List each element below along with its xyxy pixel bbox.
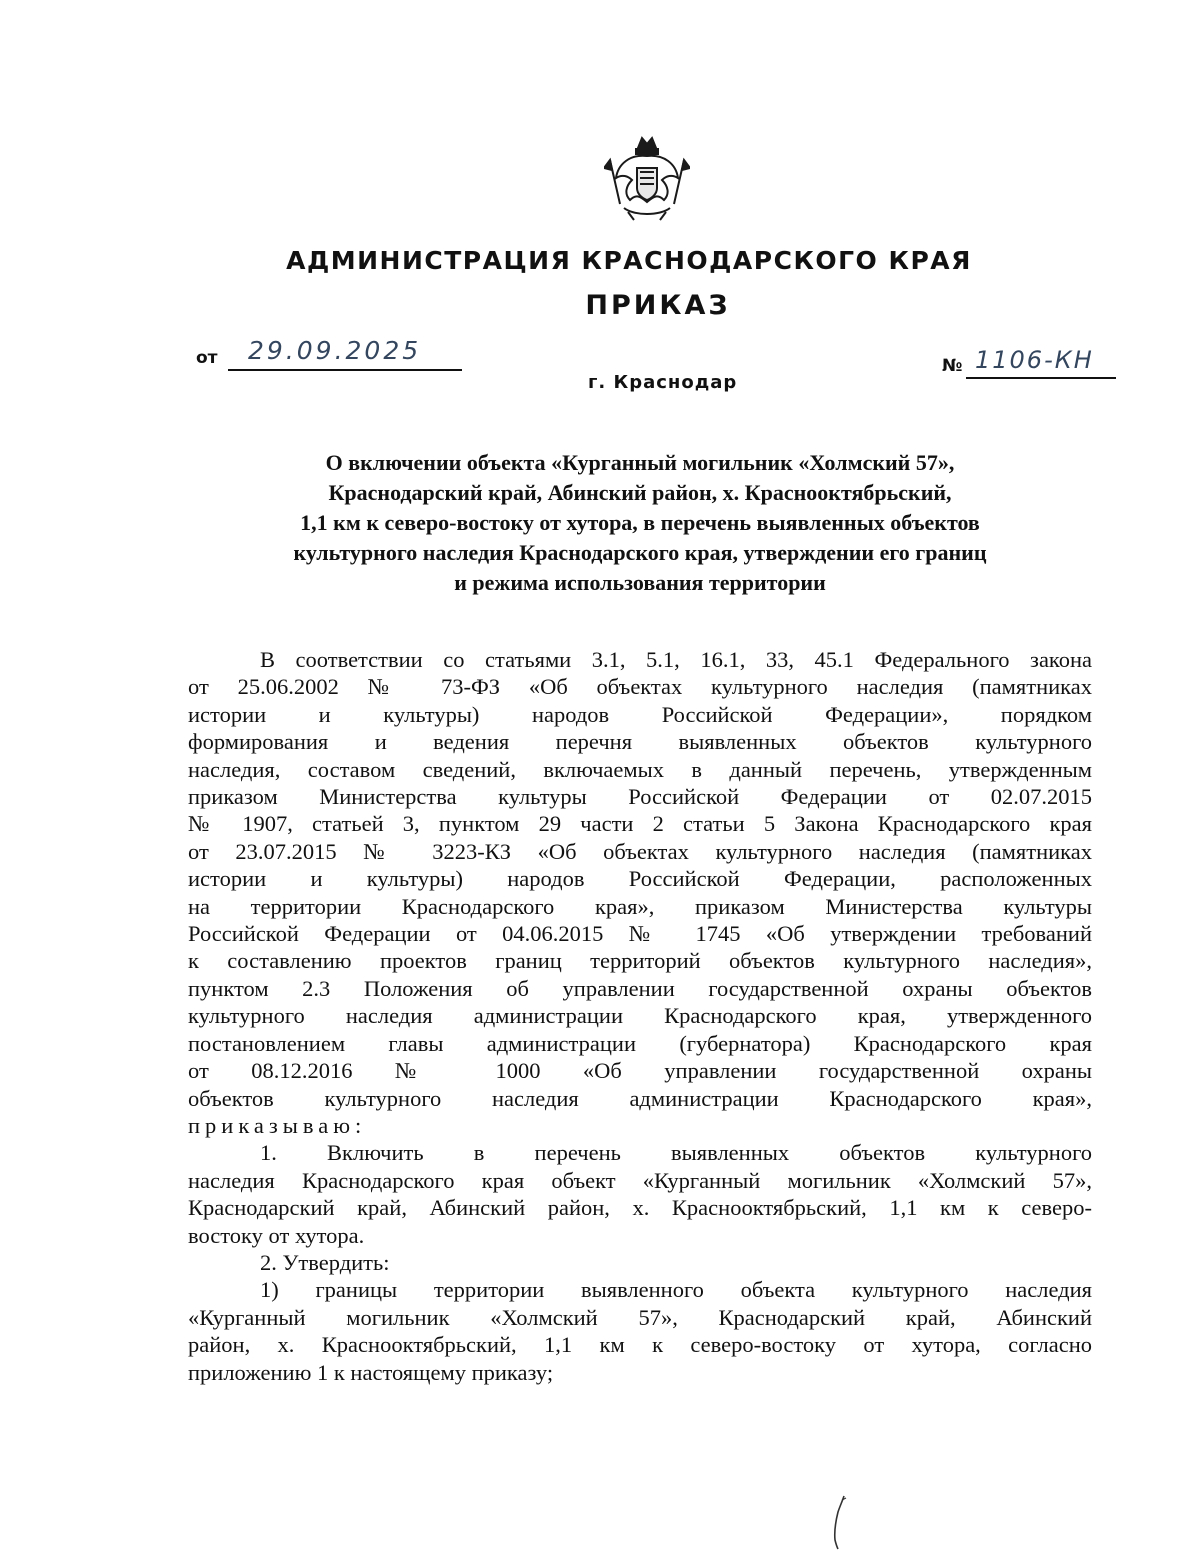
body-line: от 23.07.2015 № 3223-КЗ «Об объектах культурного наследия (памятниках [188, 838, 1092, 864]
body-line: истории и культуры) народов Российской Федерации», порядком [188, 701, 1092, 727]
handwritten-mark-icon [826, 1494, 856, 1550]
body-line: востоку от хутора. [188, 1222, 365, 1248]
body-line: «Курганный могильник «Холмский 57», Краснодарский край, Абинский [188, 1304, 1092, 1330]
body-line: район, х. Краснооктябрьский, 1,1 км к северо-востоку от хутора, согласно [188, 1332, 1092, 1358]
body-line: от 08.12.2016 № 1000 «Об управлении государственной охраны [188, 1058, 1092, 1084]
document-body [188, 646, 1092, 1386]
body-line: на территории Краснодарского края», приказом Министерства культуры [188, 893, 1092, 919]
coat-of-arms-icon [604, 130, 690, 222]
document-type: ПРИКАЗ [585, 290, 731, 321]
body-line: постановлением главы администрации (губернатора) Краснодарского края [188, 1030, 1092, 1056]
document-title [190, 448, 1090, 598]
body-line: 2. Утвердить: [260, 1249, 390, 1275]
body-line: Краснодарский край, Абинский район, х. Краснооктябрьский, 1,1 км к северо- [188, 1195, 1092, 1221]
body-line: пунктом 2.3 Положения об управлении государственной охраны объектов [188, 975, 1092, 1001]
body-line: приказом Министерства культуры Российской Федерации от 02.07.2015 [188, 784, 1092, 810]
body-line: наследия, составом сведений, включаемых в данный перечень, утвержденным [188, 756, 1092, 782]
body-line: культурного наследия администрации Краснодарского края, утвержденного [188, 1003, 1092, 1029]
body-line: 1. Включить в перечень выявленных объектов культурного [260, 1140, 1092, 1166]
handwritten-date: 29.09.2025 [248, 336, 422, 365]
handwritten-number: 1106-КН [975, 346, 1094, 374]
title-line: и режима использования территории [454, 570, 826, 595]
organization-name: АДМИНИСТРАЦИЯ КРАСНОДАРСКОГО КРАЯ [286, 246, 972, 275]
body-line: объектов культурного наследия администрации Краснодарского края», [188, 1085, 1092, 1111]
number-label: № [942, 356, 963, 376]
body-line-order-word: приказываю: [188, 1112, 367, 1138]
title-line: О включении объекта «Курганный могильник «Холмский 57», [325, 450, 955, 475]
title-line: Краснодарский край, Абинский район, х. Краснооктябрьский, [328, 480, 952, 505]
city: г. Краснодар [588, 372, 738, 393]
date-underline [228, 369, 462, 371]
body-line: к составлению проектов границ территорий объектов культурного наследия», [188, 948, 1092, 974]
date-label: от [196, 348, 218, 368]
body-line: наследия Краснодарского края объект «Курганный могильник «Холмский 57», [188, 1167, 1092, 1193]
body-line: В соответствии со статьями 3.1, 5.1, 16.1, 33, 45.1 Федерального закона [260, 647, 1092, 672]
body-line: Российской Федерации от 04.06.2015 № 1745 «Об утверждении требований [188, 921, 1092, 947]
body-line: формирования и ведения перечня выявленных объектов культурного [188, 729, 1092, 755]
number-underline [966, 377, 1116, 379]
body-line: № 1907, статьей 3, пунктом 29 части 2 статьи 5 Закона Краснодарского края [188, 811, 1092, 837]
body-line: приложению 1 к настоящему приказу; [188, 1359, 554, 1385]
body-line: 1) границы территории выявленного объекта культурного наследия [260, 1277, 1092, 1303]
body-line: от 25.06.2002 № 73-ФЗ «Об объектах культурного наследия (памятниках [188, 674, 1092, 700]
title-line: 1,1 км к северо-востоку от хутора, в перечень выявленных объектов [300, 510, 980, 535]
body-line: истории и культуры) народов Российской Федерации, расположенных [188, 866, 1092, 892]
title-line: культурного наследия Краснодарского края, утверждении его границ [293, 540, 987, 565]
